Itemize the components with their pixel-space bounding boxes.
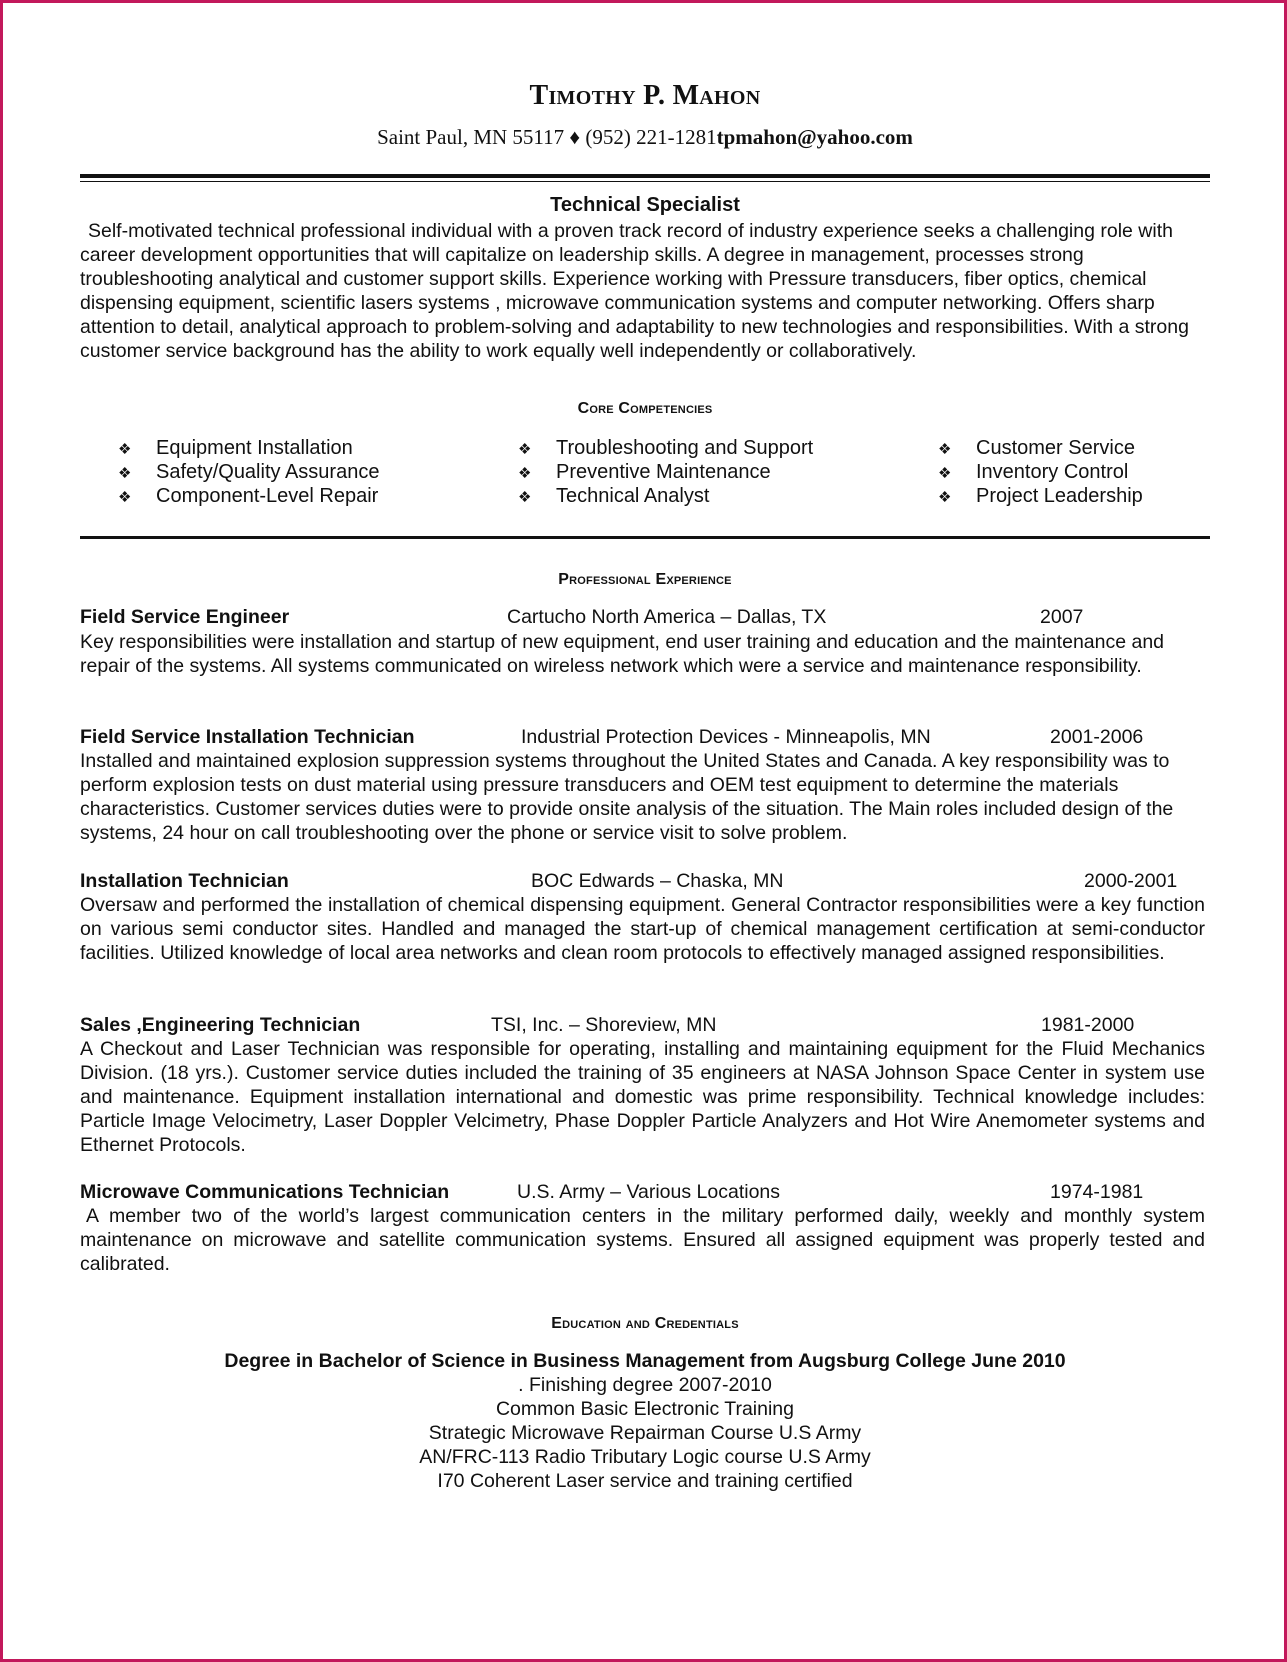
job-header (80, 725, 1210, 749)
job-title: Microwave Communications Technician (80, 1181, 450, 1203)
competency-item: ❖ Inventory Control (938, 460, 1143, 484)
diamond-bullet-icon: ❖ (118, 441, 132, 458)
competency-item: ❖ Preventive Maintenance (518, 460, 813, 484)
email-address: tpmahon@yahoo.com (716, 125, 913, 149)
job-dates: 2001-2006 (1050, 726, 1144, 748)
competencies-column-1 (118, 436, 379, 508)
diamond-bullet-icon: ❖ (938, 489, 952, 506)
summary-title: Technical Specialist (550, 194, 740, 216)
diamond-bullet-icon: ❖ (518, 489, 532, 506)
competency-item: ❖ Technical Analyst (518, 484, 813, 508)
diamond-bullet-icon: ❖ (518, 441, 532, 458)
job-description: A member two of the world’s largest communication centers in the military performed daily, weekly and monthly system maintenance on microwave and satellite communication systems. Ensured all assigned equipment was properly tested and calibrated. (80, 1205, 1205, 1275)
diamond-bullet-icon: ❖ (118, 489, 132, 506)
candidate-name: Timothy P. Mahon (529, 80, 761, 111)
diamond-bullet-icon: ❖ (118, 465, 132, 482)
job-header (80, 1180, 1210, 1204)
job-company: Industrial Protection Devices - Minneapolis, MN (521, 726, 931, 748)
experience-heading: Professional Experience (558, 571, 732, 588)
job-header (80, 605, 1210, 629)
credential-line: AN/FRC-113 Radio Tributary Logic course U.S Army (419, 1446, 871, 1468)
job-dates: 2000-2001 (1084, 870, 1178, 892)
credential-line: I70 Coherent Laser service and training certified (437, 1470, 853, 1492)
job-header (80, 869, 1210, 893)
job-description: A Checkout and Laser Technician was responsible for operating, installing and maintaining equipment for the Fluid Mechanics Division. (18 yrs.). Customer service duties included the training of 35 engineers at NASA Johnson Space Center in system use and maintenance. Equipment installation international and domestic was prime responsibility. Technical knowledge includes: Particle Image Velocimetry, Laser Doppler Velcimetry, Phase Doppler Particle Analyzers and Hot Wire Anemometer systems and Ethernet Protocols. (80, 1038, 1205, 1156)
job-dates: 1981-2000 (1041, 1014, 1135, 1036)
summary-text: Self-motivated technical professional individual with a proven track record of industry experience seeks a challenging role with career development opportunities that will capitalize on leadership skills. A degree in management, processes strong troubleshooting analytical and customer support skills. Experience working with Pressure transducers, fiber optics, chemical dispensing equipment, scientific lasers systems , microwave communication systems and computer networking. Offers sharp attention to detail, analytical approach to problem-solving and adaptability to new technologies and responsibilities. With a strong customer service background has the ability to work equally well independently or collaboratively. (80, 220, 1189, 362)
job-description: Installed and maintained explosion suppression systems throughout the United States and Canada. A key responsibility was to perform explosion tests on dust material using pressure transducers and OEM test equipment to determine the materials characteristics. Customer services duties were to provide onsite analysis of the situation. The Main roles included design of the systems, 24 hour on call troubleshooting over the phone or service visit to solve problem. (80, 750, 1174, 844)
competency-item: ❖ Safety/Quality Assurance (118, 460, 379, 484)
competencies-column-2 (518, 436, 813, 508)
competency-item: ❖ Equipment Installation (118, 436, 379, 460)
competencies-divider (80, 536, 1210, 539)
job-dates: 1974-1981 (1050, 1181, 1144, 1203)
job-dates: 2007 (1040, 606, 1084, 628)
competency-item: ❖ Project Leadership (938, 484, 1143, 508)
job-description: Oversaw and performed the installation of chemical dispensing equipment. General Contractor responsibilities were a key function on various semi conductor sites. Handled and managed the start-up of chemical management certification at semi-conductor facilities. Utilized knowledge of local area networks and clean room protocols to effectively managed assigned responsibilities. (80, 894, 1205, 964)
competencies-heading: Core Competencies (577, 400, 713, 417)
credential-line: Strategic Microwave Repairman Course U.S Army (428, 1422, 862, 1444)
header-divider (80, 174, 1210, 178)
job-title: Installation Technician (80, 870, 289, 892)
job-company: BOC Edwards – Chaska, MN (531, 870, 784, 892)
job-title: Sales ,Engineering Technician (80, 1014, 361, 1036)
contact-info: Saint Paul, MN 55117 ♦ (952) 221-1281 (377, 125, 717, 149)
diamond-bullet-icon: ❖ (518, 465, 532, 482)
job-description: Key responsibilities were installation and startup of new equipment, end user training and education and the maintenance and repair of the systems. All systems communicated on wireless network which were a service and maintenance responsibility. (80, 631, 1165, 677)
degree-line: Degree in Bachelor of Science in Business Management from Augsburg College June 2010 (224, 1350, 1066, 1372)
credential-line: . Finishing degree 2007-2010 (518, 1374, 772, 1396)
contact-line (80, 125, 1210, 150)
competency-item: ❖ Component-Level Repair (118, 484, 379, 508)
competency-item: ❖ Troubleshooting and Support (518, 436, 813, 460)
job-header (80, 1013, 1210, 1037)
job-title: Field Service Installation Technician (80, 726, 415, 748)
credential-line: Common Basic Electronic Training (495, 1398, 795, 1420)
competency-item: ❖ Customer Service (938, 436, 1143, 460)
job-company: TSI, Inc. – Shoreview, MN (491, 1014, 717, 1036)
job-company: Cartucho North America – Dallas, TX (507, 606, 827, 628)
diamond-bullet-icon: ❖ (938, 441, 952, 458)
education-heading: Education and Credentials (551, 1315, 739, 1332)
competencies-column-3 (938, 436, 1143, 508)
diamond-bullet-icon: ❖ (938, 465, 952, 482)
job-company: U.S. Army – Various Locations (517, 1181, 781, 1203)
job-title: Field Service Engineer (80, 606, 290, 628)
